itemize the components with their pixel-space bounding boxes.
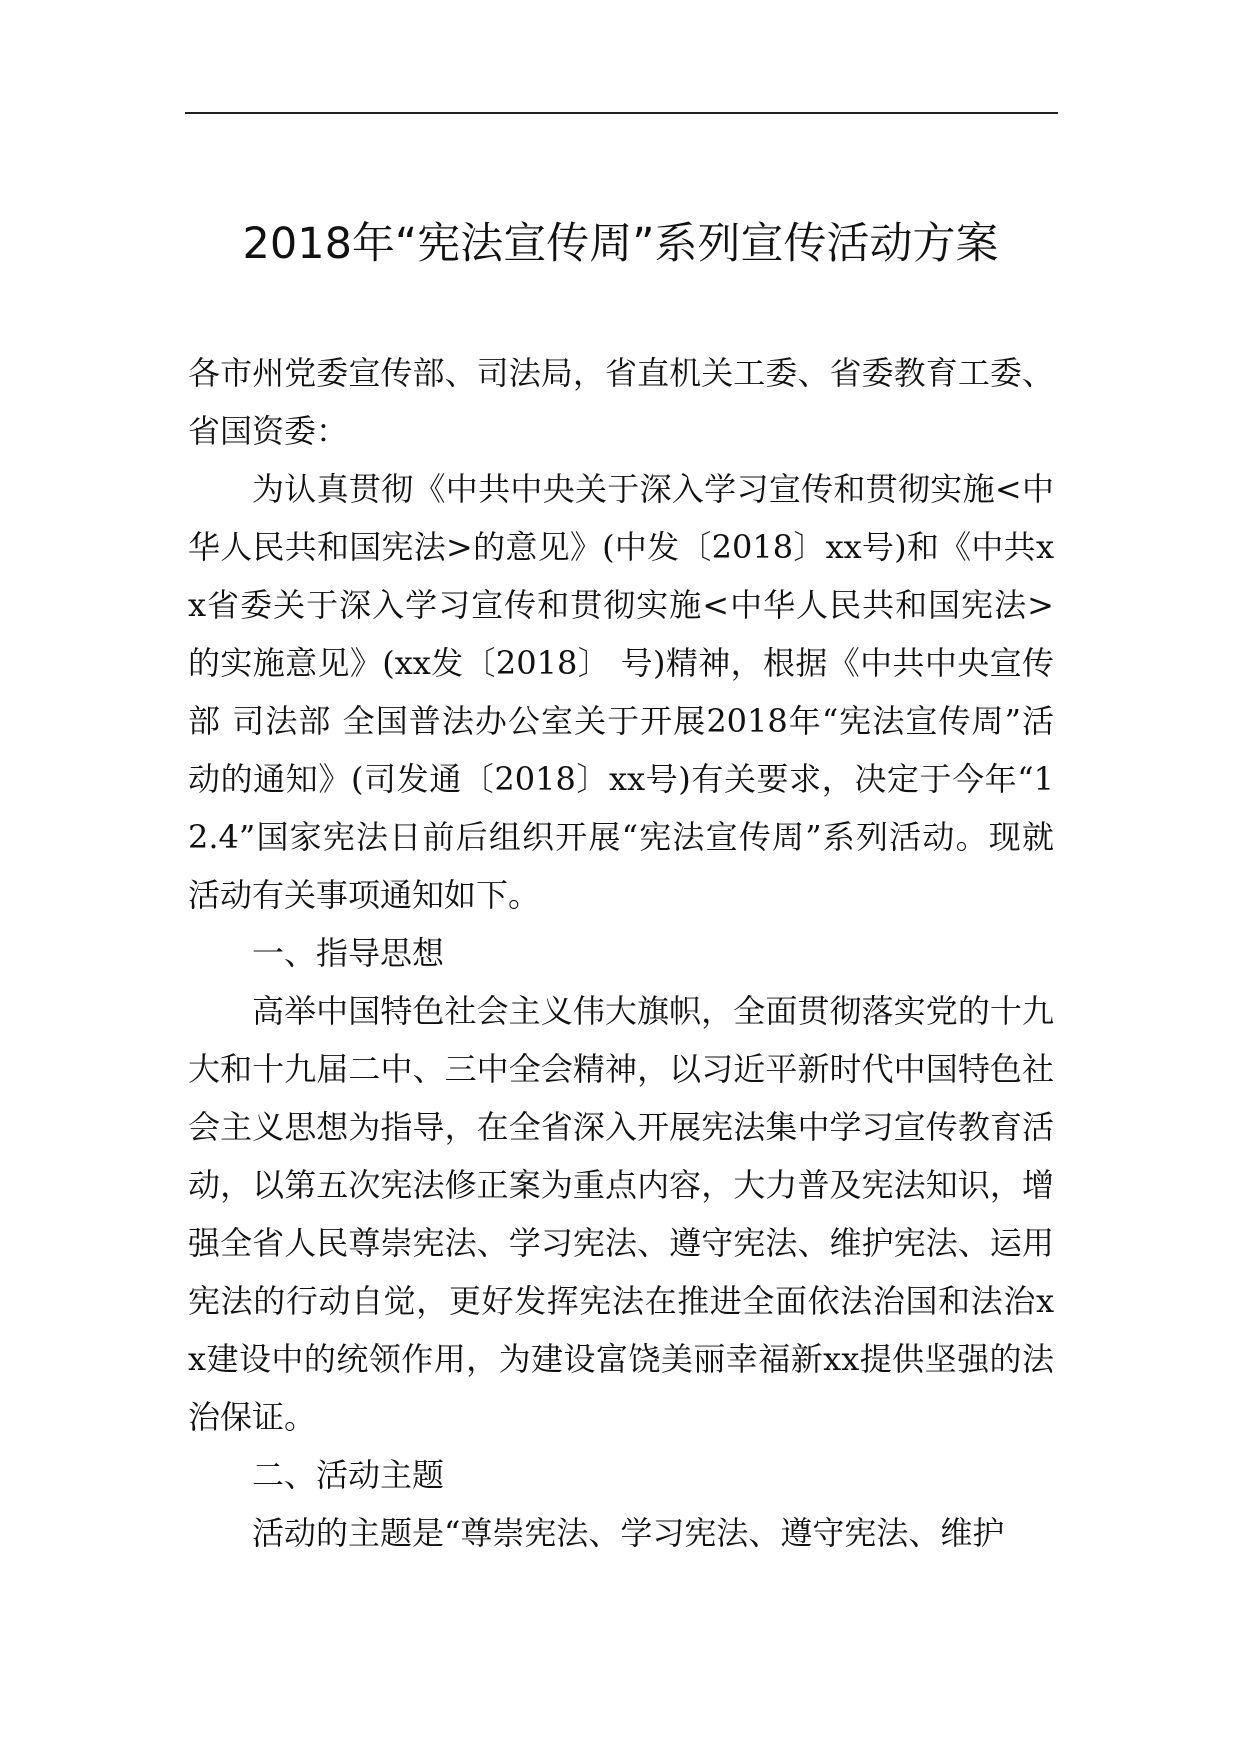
salutation: 各市州党委宣传部、司法局，省直机关工委、省委教育工委、省国资委： xyxy=(188,354,1054,450)
intro-paragraph: 为认真贯彻《中共中央关于深入学习宣传和贯彻实施<中华人民共和国宪法>的意见》(中发〔2018〕xx号)和《中共xx省委关于深入学习宣传和贯彻实施<中华人民共和国宪法>的实施意见》(xx发〔2018〕 号)精神，根据《中共中央宣传部 司法部 全国普法办公室关于开展2018年“宪法宣传周”活动的通知》(司发通〔2018〕xx号)有关要求，决定于今年“12.4”国家宪法日前后组织开展“宪法宣传周”系列活动。现就活动有关事项通知如下。 xyxy=(188,470,1054,914)
header-rule xyxy=(185,112,1058,114)
document-body xyxy=(188,344,1054,1562)
section-text-theme: 活动的主题是“尊崇宪法、学习宪法、遵守宪法、维护 xyxy=(252,1514,1005,1552)
section-text-guiding-ideology: 高举中国特色社会主义伟大旗帜，全面贯彻落实党的十九大和十九届二中、三中全会精神，以习近平新时代中国特色社会主义思想为指导，在全省深入开展宪法集中学习宣传教育活动，以第五次宪法修正案为重点内容，大力普及宪法知识，增强全省人民尊崇宪法、学习宪法、遵守宪法、维护宪法、运用宪法的行动自觉，更好发挥宪法在推进全面依法治国和法治xx建设中的统领作用，为建设富饶美丽幸福新xx提供坚强的法治保证。 xyxy=(188,992,1054,1436)
section-heading-guiding-ideology: 一、指导思想 xyxy=(252,934,445,972)
section-heading-theme: 二、活动主题 xyxy=(252,1456,445,1494)
document-title: 2018年“宪法宣传周”系列宣传活动方案 xyxy=(242,219,999,269)
